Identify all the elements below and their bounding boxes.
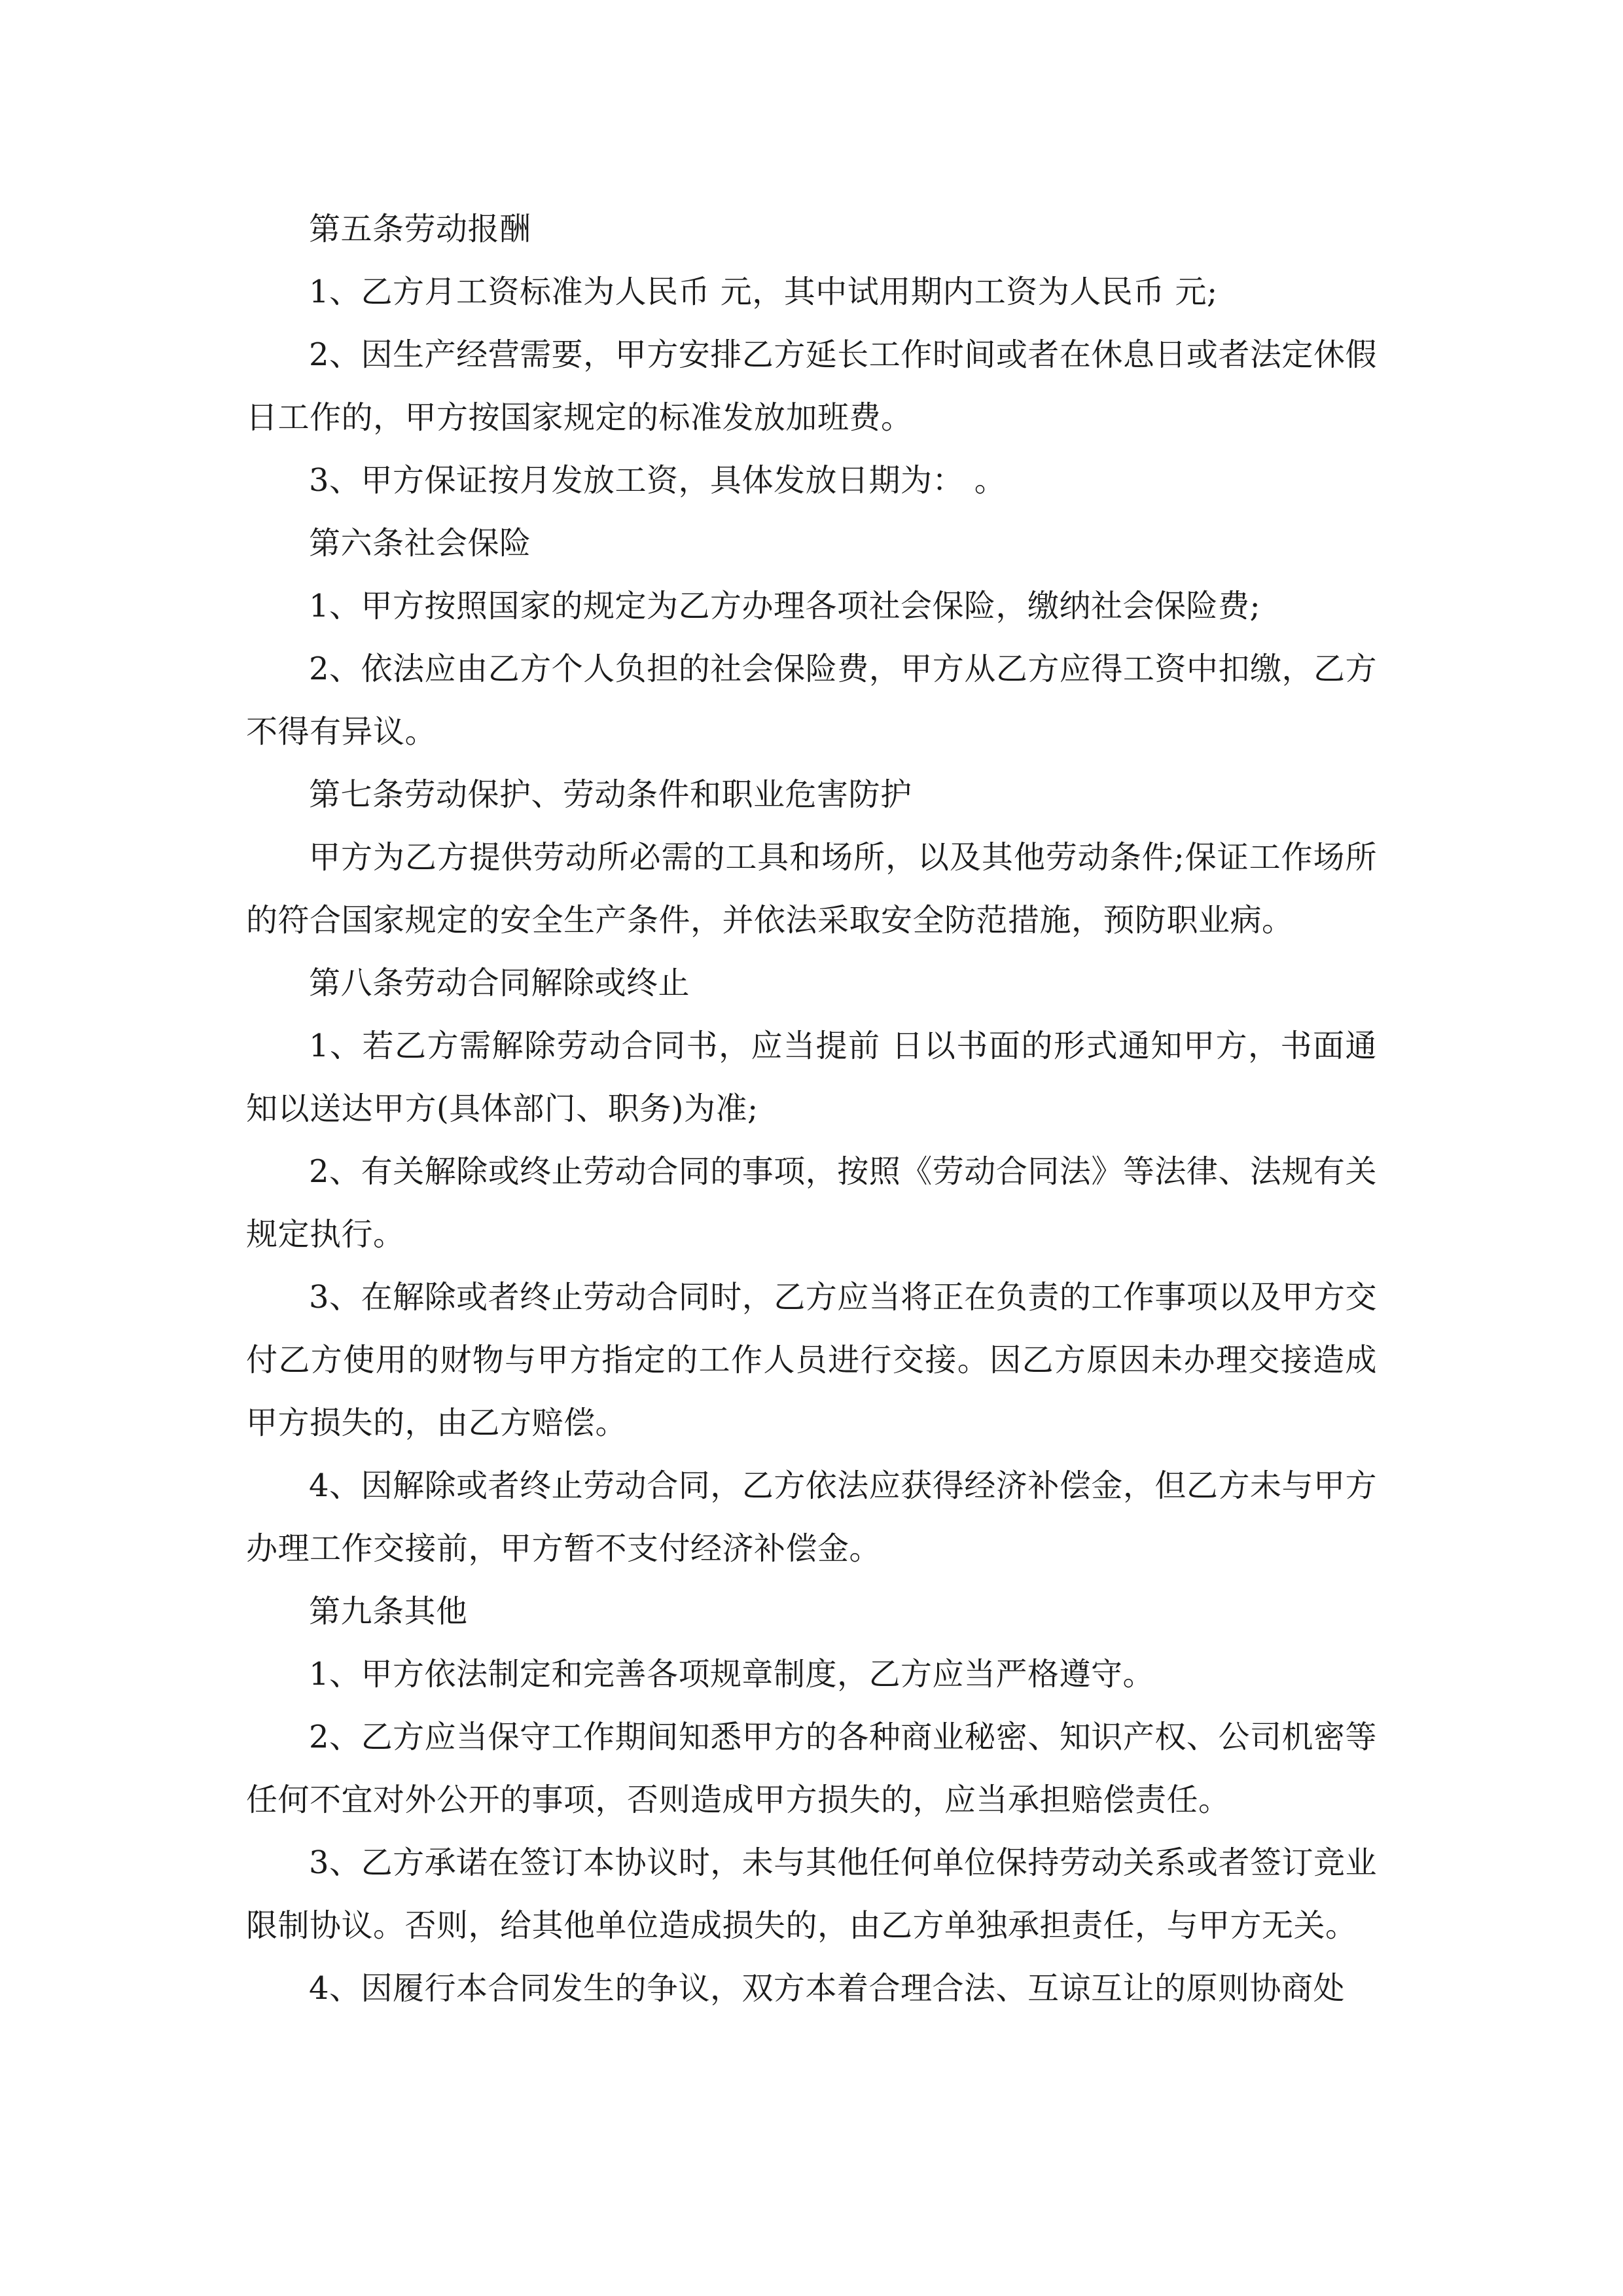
article-8-heading: 第八条劳动合同解除或终止	[309, 965, 690, 1001]
article-8-clause-4: 4、因解除或者终止劳动合同，乙方依法应获得经济补偿金，但乙方未与甲方办理工作交接前，甲方暂不支付经济补偿金。	[246, 1467, 1377, 1567]
article-6-heading: 第六条社会保险	[309, 525, 531, 562]
article-5-clause-2: 2、因生产经营需要，甲方安排乙方延长工作时间或者在休息日或者法定休假日工作的，甲方按国家规定的标准发放加班费。	[246, 336, 1377, 436]
article-8-clause-1: 1、若乙方需解除劳动合同书，应当提前 日以书面的形式通知甲方，书面通知以送达甲方(具体部门、职务)为准;	[246, 1028, 1377, 1127]
article-5-heading: 第五条劳动报酬	[309, 211, 531, 247]
article-9-clause-2: 2、乙方应当保守工作期间知悉甲方的各种商业秘密、知识产权、公司机密等任何不宜对外公开的事项，否则造成甲方损失的，应当承担赔偿责任。	[246, 1719, 1377, 1818]
article-9-heading: 第九条其他	[309, 1593, 468, 1630]
article-7-heading: 第七条劳动保护、劳动条件和职业危害防护	[309, 776, 912, 813]
article-5-clause-3: 3、甲方保证按月发放工资，具体发放日期为： 。	[309, 462, 1007, 499]
article-6-clause-2: 2、依法应由乙方个人负担的社会保险费，甲方从乙方应得工资中扣缴，乙方不得有异议。	[246, 651, 1377, 750]
article-5-clause-1: 1、乙方月工资标准为人民币 元，其中试用期内工资为人民币 元;	[309, 274, 1218, 310]
article-8-clause-2: 2、有关解除或终止劳动合同的事项，按照《劳动合同法》等法律、法规有关规定执行。	[246, 1153, 1377, 1253]
article-8-clause-3: 3、在解除或者终止劳动合同时，乙方应当将正在负责的工作事项以及甲方交付乙方使用的财物与甲方指定的工作人员进行交接。因乙方原因未办理交接造成甲方损失的，由乙方赔偿。	[246, 1279, 1377, 1441]
article-7-body: 甲方为乙方提供劳动所必需的工具和场所，以及其他劳动条件;保证工作场所的符合国家规定的安全生产条件，并依法采取安全防范措施，预防职业病。	[246, 839, 1377, 939]
article-6-clause-1: 1、甲方按照国家的规定为乙方办理各项社会保险，缴纳社会保险费;	[309, 588, 1261, 624]
document-body	[246, 198, 1377, 2020]
article-9-clause-4: 4、因履行本合同发生的争议，双方本着合理合法、互谅互让的原则协商处	[309, 1970, 1346, 2007]
article-9-clause-3: 3、乙方承诺在签订本协议时，未与其他任何单位保持劳动关系或者签订竞业限制协议。否则，给其他单位造成损失的，由乙方单独承担责任，与甲方无关。	[246, 1844, 1377, 1944]
article-9-clause-1: 1、甲方依法制定和完善各项规章制度，乙方应当严格遵守。	[309, 1656, 1155, 1693]
